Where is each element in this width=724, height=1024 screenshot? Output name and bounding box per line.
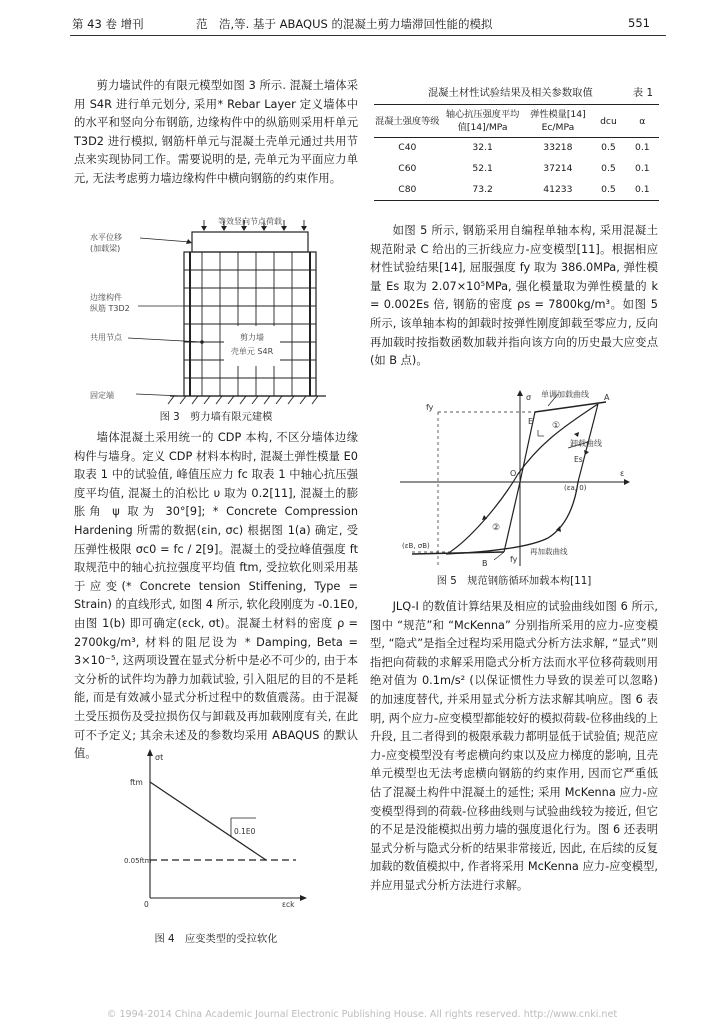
th-grade: 混凝土强度等级	[374, 105, 441, 138]
paragraph-steel: 如图 5 所示, 钢筋采用自编程单轴本构, 采用混凝土规范附录 C 给出的三折线应力-应变模型[11]。根据相应材性试验结果[14], 屈服强度 fy 取为 386.0MPa, 弹性模量 Es 取为 2.07×10⁵MPa, 强化模量取为弹性模量的 k = 0.002Es 倍, 钢筋的密度 ρs = 7800kg/m³。如图 5 所示, 该单轴本构的卸载时按弹性刚度卸载至零应力, 反向再加载时按指数函数加载并指向该方向的历史最大应变点(如 B 点)。	[370, 224, 658, 368]
fig5-eps: ε	[620, 469, 625, 478]
header-volume: 第 43 卷 增刊	[72, 17, 144, 31]
fig4-tension-softening	[124, 748, 308, 909]
fig5-envelope: 单调加载曲线	[541, 390, 589, 399]
table1-title: 混凝土材性试验结果及相关参数取值	[428, 87, 593, 99]
th-dcu: dcu	[591, 105, 625, 138]
table1-number: 表 1	[632, 87, 653, 99]
fig5-sigma: σ	[526, 393, 532, 402]
header-title: 范 浩,等. 基于 ABAQUS 的混凝土剪力墙滞回性能的模拟	[196, 17, 493, 31]
left-column	[74, 77, 358, 189]
paragraph-model: 剪力墙试件的有限元模型如图 3 所示. 混凝土墙体采用 S4R 进行单元划分, 采用* Rebar Layer 定义墙体中的水平和竖向分布钢筋, 边缘构件中的纵筋则采用杆单元 T3D2 进行模拟, 钢筋杆单元与混凝土壳单元通过共用节点来实现协同工作。需要说明的是, 壳单元为平面应力单元, 无法考虑剪力墙边缘构件中横向钢筋的约束作用。	[74, 79, 358, 185]
left-column-cont	[74, 429, 358, 764]
fig5-caption: 图 5 规范钢筋循环加载本构[11]	[436, 575, 592, 587]
th-alpha: α	[626, 105, 659, 138]
cell: 33218	[543, 142, 573, 154]
cell: 73.2	[441, 180, 525, 201]
fig3-label-rebar-t3d2: 纵筋 T3D2	[90, 304, 130, 313]
fig5-unload-curve-2	[450, 404, 598, 552]
fig4-slope: 0.1E0	[234, 827, 256, 836]
cell: 0.1	[626, 180, 659, 201]
fig4-ftm: ftm	[130, 778, 143, 787]
cell: 0.5	[601, 142, 616, 154]
th-fc-mean: 轴心抗压强度平均值[14]/MPa	[441, 105, 525, 138]
cell: 52.1	[472, 163, 493, 174]
fig5-hardening-line	[535, 402, 606, 412]
paragraph-results: JLQ-I 的数值计算结果及相应的试验曲线如图 6 所示, 图中 “规范”和 “McKenna” 分别指所采用的应力-应变模型, “隐式”是指全过程均采用隐式分析方法求解, “显式”则指把向荷载的求解采用隐式分析方法而水平位移荷载则用绝对值为 0.1m/s² (以保证惯性力导致的误差可以忽略) 的加速度替代, 并采用显式分析方法求解其响应。图 6 表明, 两个应力-应变模型都能较好的模拟荷载-位移曲线的上升段, 且二者得到的极限承载力都明显低于试验值; 规范应力-应变模型没有考虑横向约束以及应力梯度的影响, 且壳单元模型也无法考虑横向钢筋的约束作用, 因而它严重低估了混凝土构件中混凝土的延性; 采用 McKenna 应力-应变模型得到的荷载-位移曲线则与试验曲线较为接近, 但它的不足是没能模拟出剪力墙的强度退化行为。图 6 还表明显式分析与隐式分析的结果非常接近, 因此, 在后续的反复加载的数值模拟中, 作者将采用 McKenna 应力-应变模型, 并应用显式分析方法进行求解。	[370, 600, 658, 892]
paragraph-cdp: 墙体混凝土采用统一的 CDP 本构, 不区分墙体边缘构件与墙身。定义 CDP 材料本构时, 混凝土弹性模量 E0 取表 1 中的试验值, 峰值压应力 fc 取表 1 中轴心抗压强度平均值, 混凝土的泊松比 υ 取为 0.2[11], 混凝土的膨胀角 ψ 取为 30°[9]; * Concrete Compression Hardening 所需的数据(εin, σc) 根据图 1(a) 确定, 受压弹性极限 σc0 = fc / 2[9]。混凝土的受拉峰值强度 ft 取规范中的轴心抗拉强度平均值 ftm, 受拉软化则采用基于应变(* Concrete tension Stiffening, Type = Strain) 的直线形式, 如图 4 所示, 软化段刚度为 -0.1E0, 由图 1(b) 即可确定(εck, σt)。混凝土材料的密度 ρ = 2700kg/m³, 材料的阻尼设为 * Damping, Beta = 3×10⁻⁵, 这两项设置在显式分析中是必不可少的, 由于本文分析的试件均为静力加载试验, 引入阻尼的目的不是耗能, 而是有效减小显式分析过程中的数值震荡。由于混凝土受压损伤及受拉损伤仅与卸载及再加载刚度有关, 在此可不予定义; 其余未述及的参数均采用 ABAQUS 的默认值。	[74, 431, 358, 761]
fig3-label-boundary: 边缘构件	[90, 293, 122, 302]
fig5-fy-top: fy	[426, 403, 434, 412]
cell: 41233	[525, 180, 592, 201]
cell: C80	[374, 180, 441, 201]
cell: 0.5	[601, 163, 616, 174]
right-column	[370, 222, 658, 371]
fig5-fy-bot: fy	[510, 555, 518, 564]
header-page-number: 551	[628, 16, 650, 30]
cell: C40	[398, 142, 417, 154]
fig5-reload: 再加载曲线	[530, 547, 568, 556]
fig3-label-shared-node: 共用节点	[90, 333, 122, 342]
cell: 0.1	[635, 142, 650, 154]
fig5-es: Es	[574, 455, 583, 464]
fig4-residual: 0.05ftm	[124, 857, 152, 865]
fig5-point-eb: (εB, σB)	[402, 542, 430, 550]
cell: 0.1	[635, 163, 650, 174]
fig4-origin: 0	[144, 900, 149, 909]
fig4-sigma-t: σt	[155, 753, 164, 762]
fig5-circle-2: ②	[492, 523, 501, 533]
fig5-unload: 卸载曲线	[570, 439, 602, 448]
fig5-point-ea: (εa, 0)	[564, 484, 587, 492]
fig5-circle-1: ①	[552, 421, 561, 431]
fig5-point-b: B	[482, 559, 488, 568]
th-ec: 弹性模量[14] Ec/MPa	[525, 105, 592, 138]
fig5-origin: O	[510, 469, 517, 478]
fig5-point-a: A	[604, 393, 610, 402]
fig4-caption: 图 4 应变类型的受拉软化	[154, 933, 278, 945]
fig4-softening-line	[150, 782, 266, 860]
fig4-eps-ck: εck	[282, 900, 295, 909]
fig5-steel-cyclic	[398, 390, 630, 570]
running-header	[0, 14, 724, 34]
copyright-footer: © 1994-2014 China Academic Journal Electronic Publishing House. All rights reserved. http://www.cnki.net	[106, 1009, 618, 1020]
fig3-label-loading-beam: (加载梁)	[90, 244, 121, 253]
table-row	[374, 180, 659, 201]
cell: 37214	[543, 163, 573, 174]
right-column-cont	[370, 598, 658, 896]
table-row	[374, 159, 659, 180]
material-table	[374, 104, 659, 201]
fig3-caption: 图 3 剪力墙有限元建模	[159, 411, 273, 423]
cell: 0.5	[591, 180, 625, 201]
table-row	[374, 138, 659, 159]
header-rule	[70, 35, 666, 36]
fig3-label-wall: 剪力墙	[240, 333, 264, 342]
fig3-label-horiz-disp: 水平位移	[90, 233, 122, 242]
fig3-label-fixed-end: 固定端	[90, 391, 114, 400]
fig3-top-label: 等效竖向节点荷载	[218, 217, 282, 226]
fig3-label-s4r: 壳单元 S4R	[230, 347, 274, 356]
cell: C60	[398, 163, 417, 174]
cell: 32.1	[472, 142, 493, 154]
fig3-fe-model	[74, 216, 358, 406]
fig5-point-e: E	[528, 417, 534, 426]
